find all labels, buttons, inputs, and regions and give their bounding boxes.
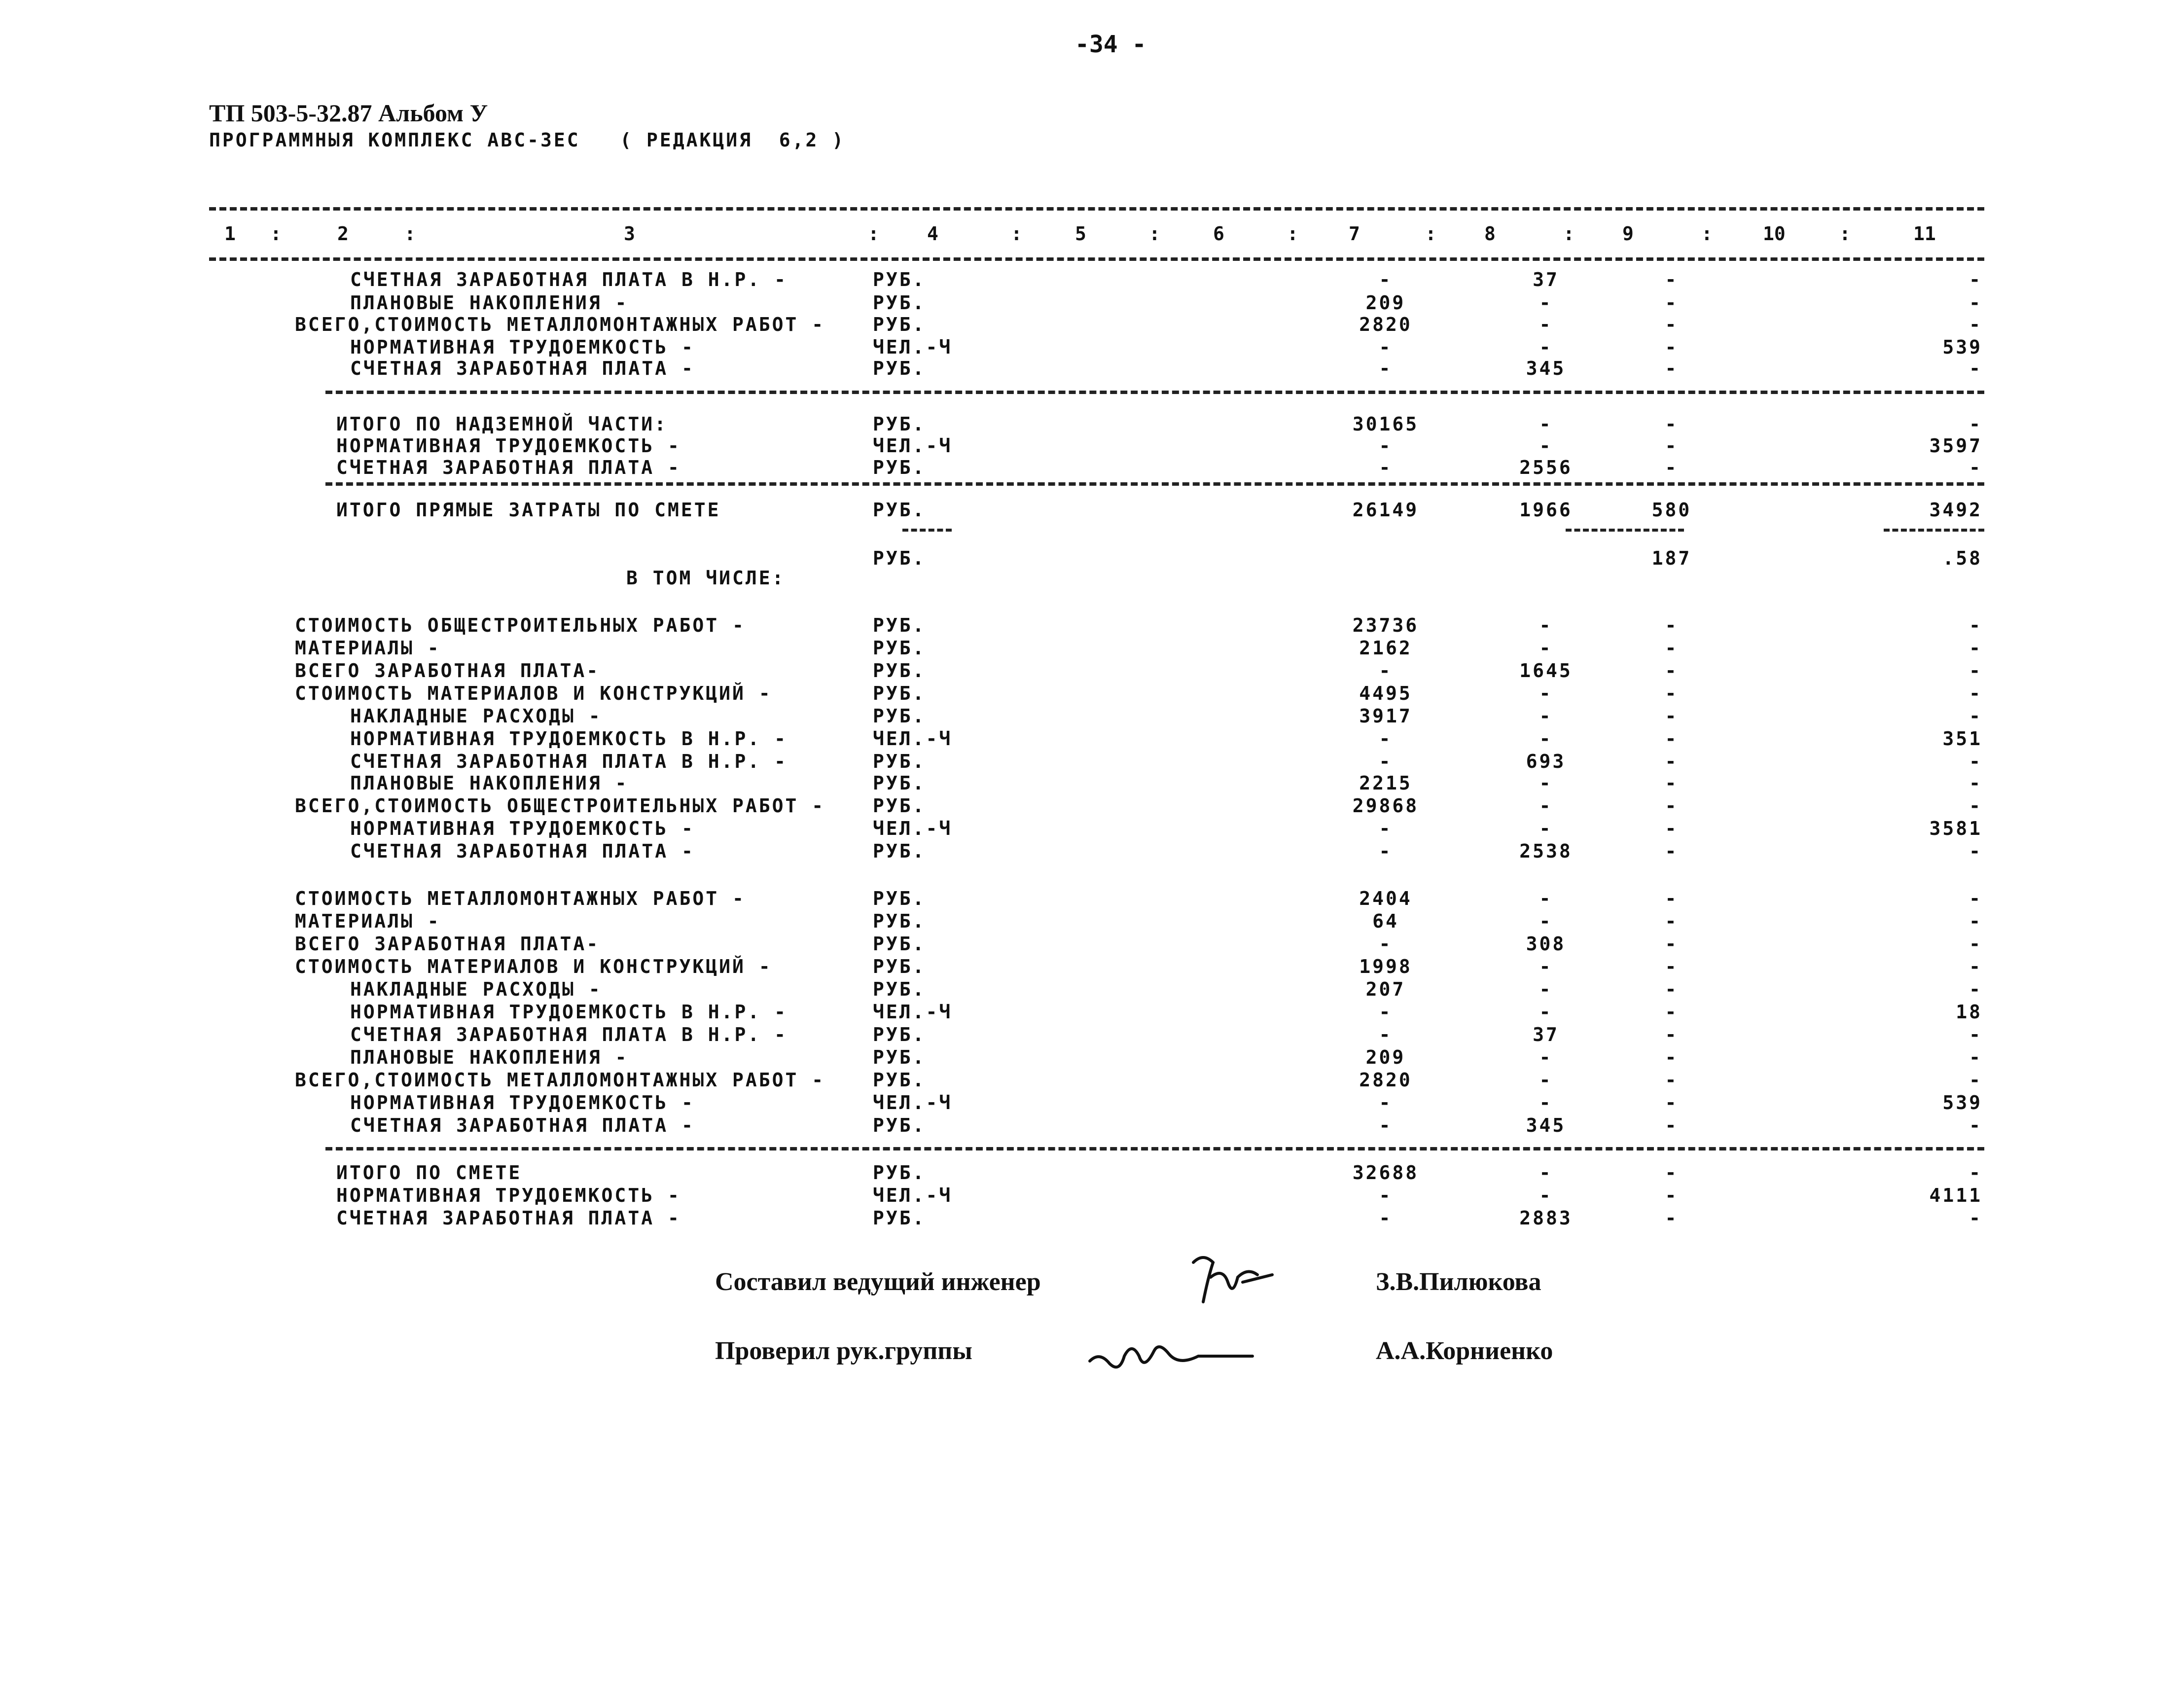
cell-col-11: - xyxy=(1969,978,1982,1000)
cell-col-9: - xyxy=(1665,358,1679,379)
cell-col-9: - xyxy=(1665,1024,1679,1045)
table-row xyxy=(0,1207,2184,1229)
header-column-9: 9 xyxy=(1622,223,1634,245)
separator-rule xyxy=(1566,529,1684,532)
cell-col-9: - xyxy=(1665,336,1679,358)
row-unit: РУБ. xyxy=(873,413,926,435)
table-row xyxy=(0,1092,2184,1114)
separator-rule xyxy=(325,391,1984,394)
cell-col-11: - xyxy=(1969,457,1982,478)
cell-col-9: - xyxy=(1665,1046,1679,1068)
row-unit: РУБ. xyxy=(873,547,926,569)
row-label: ИТОГО ПРЯМЫЕ ЗАТРАТЫ ПО СМЕТЕ xyxy=(336,499,721,521)
header-separator: : xyxy=(868,223,879,245)
header-separator: : xyxy=(1563,223,1575,245)
cell-col-11: - xyxy=(1969,795,1982,817)
cell-col-7: 30165 xyxy=(1352,413,1419,435)
cell-col-9: - xyxy=(1665,772,1679,794)
cell-col-8: - xyxy=(1539,1092,1553,1114)
cell-col-9: - xyxy=(1665,751,1679,772)
table-row xyxy=(0,435,2184,457)
cell-col-8: 2538 xyxy=(1519,840,1573,862)
cell-col-7: - xyxy=(1379,269,1393,290)
row-label: ПЛАНОВЫЕ НАКОПЛЕНИЯ - xyxy=(350,1046,629,1068)
cell-col-11: - xyxy=(1969,683,1982,704)
cell-col-8: 693 xyxy=(1526,751,1566,772)
row-label: НАКЛАДНЫЕ РАСХОДЫ - xyxy=(350,705,602,727)
cell-col-9: - xyxy=(1665,269,1679,290)
cell-col-11: - xyxy=(1969,1024,1982,1045)
cell-col-8: 308 xyxy=(1526,933,1566,955)
cell-col-9: - xyxy=(1665,1207,1679,1229)
cell-col-8: - xyxy=(1539,336,1553,358)
table-row xyxy=(0,457,2184,478)
cell-col-7: 26149 xyxy=(1352,499,1419,521)
cell-col-7: 209 xyxy=(1365,292,1406,314)
table-row xyxy=(0,292,2184,314)
checked-by-name: А.А.Корниенко xyxy=(1376,1337,1553,1365)
cell-col-9: - xyxy=(1665,1185,1679,1206)
cell-col-8: - xyxy=(1539,818,1553,839)
cell-col-11: - xyxy=(1969,314,1982,335)
row-unit: РУБ. xyxy=(873,933,926,955)
table-row xyxy=(0,728,2184,750)
cell-col-7: 1998 xyxy=(1359,956,1412,977)
cell-col-9: - xyxy=(1665,292,1679,314)
cell-col-7: - xyxy=(1379,1092,1393,1114)
cell-col-11: - xyxy=(1969,910,1982,932)
row-label: НОРМАТИВНАЯ ТРУДОЕМКОСТЬ - xyxy=(350,1092,695,1114)
row-unit: РУБ. xyxy=(873,614,926,636)
cell-col-8: - xyxy=(1539,637,1553,659)
cell-col-7: - xyxy=(1379,840,1393,862)
table-row xyxy=(0,1114,2184,1136)
header-column-7: 7 xyxy=(1349,223,1360,245)
table-row xyxy=(0,413,2184,435)
header-column-2: 2 xyxy=(337,223,349,245)
table-row xyxy=(0,614,2184,636)
table-row xyxy=(0,567,2184,589)
header-column-4: 4 xyxy=(927,223,938,245)
row-unit: РУБ. xyxy=(873,910,926,932)
table-row xyxy=(0,637,2184,659)
checked-signature xyxy=(1085,1327,1262,1381)
cell-col-9: - xyxy=(1665,637,1679,659)
cell-col-9: - xyxy=(1665,683,1679,704)
row-label: ВСЕГО ЗАРАБОТНАЯ ПЛАТА- xyxy=(295,660,600,682)
table-row xyxy=(0,795,2184,817)
cell-col-11: - xyxy=(1969,705,1982,727)
cell-col-9: - xyxy=(1665,888,1679,909)
cell-col-9: 580 xyxy=(1651,499,1692,521)
table-row xyxy=(0,660,2184,682)
cell-col-7: - xyxy=(1379,358,1393,379)
cell-col-11: .58 xyxy=(1942,547,1982,569)
row-label: ВСЕГО ЗАРАБОТНАЯ ПЛАТА- xyxy=(295,933,600,955)
cell-col-9: - xyxy=(1665,1092,1679,1114)
row-unit: ЧЕЛ.-Ч xyxy=(873,1185,953,1206)
table-row xyxy=(0,1162,2184,1184)
cell-col-8: - xyxy=(1539,1001,1553,1023)
cell-col-11: - xyxy=(1969,1207,1982,1229)
row-unit: РУБ. xyxy=(873,772,926,794)
cell-col-7: - xyxy=(1379,933,1393,955)
cell-col-8: 1966 xyxy=(1519,499,1573,521)
cell-col-7: 32688 xyxy=(1352,1162,1419,1184)
row-unit: РУБ. xyxy=(873,358,926,379)
table-header-rule xyxy=(209,257,1984,261)
cell-col-8: - xyxy=(1539,614,1553,636)
cell-col-9: - xyxy=(1665,1162,1679,1184)
cell-col-11: - xyxy=(1969,840,1982,862)
table-row xyxy=(0,1001,2184,1023)
row-unit: РУБ. xyxy=(873,956,926,977)
table-row xyxy=(0,705,2184,727)
table-row xyxy=(0,1024,2184,1045)
header-separator: : xyxy=(270,223,282,245)
table-row xyxy=(0,547,2184,569)
header-separator: : xyxy=(1287,223,1298,245)
row-label: ВСЕГО,СТОИМОСТЬ МЕТАЛЛОМОНТАЖНЫХ РАБОТ - xyxy=(295,314,825,335)
cell-col-7: - xyxy=(1379,457,1393,478)
cell-col-11: 4111 xyxy=(1929,1185,1982,1206)
header-column-3: 3 xyxy=(624,223,635,245)
cell-col-11: - xyxy=(1969,1114,1982,1136)
cell-col-7: 29868 xyxy=(1352,795,1419,817)
cell-col-8: - xyxy=(1539,728,1553,750)
row-unit: РУБ. xyxy=(873,637,926,659)
compiled-by-label: Составил ведущий инженер xyxy=(715,1268,1041,1296)
row-unit: РУБ. xyxy=(873,751,926,772)
row-label: СЧЕТНАЯ ЗАРАБОТНАЯ ПЛАТА - xyxy=(350,358,695,379)
program-header: ПРОГРАММНЫЯ КОМПЛЕКС АВС-3ЕС ( РЕДАКЦИЯ 6,2 ) xyxy=(209,129,846,151)
table-row xyxy=(0,978,2184,1000)
row-unit: ЧЕЛ.-Ч xyxy=(873,1001,953,1023)
cell-col-9: - xyxy=(1665,978,1679,1000)
row-label: СТОИМОСТЬ МАТЕРИАЛОВ И КОНСТРУКЦИЙ - xyxy=(295,683,772,704)
row-unit: ЧЕЛ.-Ч xyxy=(873,818,953,839)
cell-col-9: - xyxy=(1665,795,1679,817)
document-title: ТП 503-5-32.87 Альбом У xyxy=(209,99,488,127)
cell-col-7: - xyxy=(1379,1207,1393,1229)
cell-col-7: - xyxy=(1379,751,1393,772)
row-unit: РУБ. xyxy=(873,499,926,521)
cell-col-9: - xyxy=(1665,1001,1679,1023)
cell-col-7: - xyxy=(1379,336,1393,358)
cell-col-7: 4495 xyxy=(1359,683,1412,704)
cell-col-7: 2162 xyxy=(1359,637,1412,659)
row-unit: РУБ. xyxy=(873,1024,926,1045)
cell-col-8: - xyxy=(1539,956,1553,977)
separator-rule xyxy=(325,1147,1984,1150)
row-unit: РУБ. xyxy=(873,660,926,682)
cell-col-11: - xyxy=(1969,413,1982,435)
separator-rule xyxy=(325,482,1984,486)
header-separator: : xyxy=(1011,223,1022,245)
row-unit: РУБ. xyxy=(873,978,926,1000)
cell-col-9: - xyxy=(1665,840,1679,862)
row-unit: РУБ. xyxy=(873,1069,926,1091)
page-number: -34 - xyxy=(1075,31,1146,58)
cell-col-8: 345 xyxy=(1526,1114,1566,1136)
header-separator: : xyxy=(404,223,416,245)
cell-col-7: 23736 xyxy=(1352,614,1419,636)
cell-col-8: - xyxy=(1539,795,1553,817)
cell-col-11: - xyxy=(1969,292,1982,314)
table-row xyxy=(0,1046,2184,1068)
row-label: СЧЕТНАЯ ЗАРАБОТНАЯ ПЛАТА В Н.Р. - xyxy=(350,1024,788,1045)
row-label: ПЛАНОВЫЕ НАКОПЛЕНИЯ - xyxy=(350,772,629,794)
table-row xyxy=(0,1069,2184,1091)
table-row xyxy=(0,840,2184,862)
cell-col-9: - xyxy=(1665,614,1679,636)
header-column-10: 10 xyxy=(1763,223,1786,245)
cell-col-8: - xyxy=(1539,772,1553,794)
cell-col-8: - xyxy=(1539,413,1553,435)
cell-col-9: - xyxy=(1665,660,1679,682)
cell-col-7: 209 xyxy=(1365,1046,1406,1068)
cell-col-7: 207 xyxy=(1365,978,1406,1000)
checked-by-label: Проверил рук.группы xyxy=(715,1337,972,1365)
table-row xyxy=(0,683,2184,704)
cell-col-7: - xyxy=(1379,728,1393,750)
row-unit: РУБ. xyxy=(873,795,926,817)
row-label: СЧЕТНАЯ ЗАРАБОТНАЯ ПЛАТА - xyxy=(336,1207,681,1229)
cell-col-7: - xyxy=(1379,1024,1393,1045)
cell-col-11: - xyxy=(1969,269,1982,290)
header-separator: : xyxy=(1425,223,1436,245)
cell-col-7: 2404 xyxy=(1359,888,1412,909)
row-unit: ЧЕЛ.-Ч xyxy=(873,336,953,358)
cell-col-11: - xyxy=(1969,614,1982,636)
cell-col-7: - xyxy=(1379,1185,1393,1206)
row-unit: РУБ. xyxy=(873,269,926,290)
cell-col-7: - xyxy=(1379,435,1393,457)
cell-col-7: 2820 xyxy=(1359,1069,1412,1091)
cell-col-7: - xyxy=(1379,660,1393,682)
cell-col-8: - xyxy=(1539,705,1553,727)
table-row xyxy=(0,499,2184,521)
table-row xyxy=(0,336,2184,358)
cell-col-8: 37 xyxy=(1533,1024,1559,1045)
header-separator: : xyxy=(1839,223,1851,245)
row-unit: РУБ. xyxy=(873,840,926,862)
cell-col-9: 187 xyxy=(1651,547,1692,569)
row-unit: ЧЕЛ.-Ч xyxy=(873,728,953,750)
row-label: НОРМАТИВНАЯ ТРУДОЕМКОСТЬ - xyxy=(350,336,695,358)
cell-col-11: - xyxy=(1969,637,1982,659)
cell-col-8: - xyxy=(1539,910,1553,932)
cell-col-7: 3917 xyxy=(1359,705,1412,727)
header-separator: : xyxy=(1149,223,1160,245)
cell-col-9: - xyxy=(1665,933,1679,955)
cell-col-9: - xyxy=(1665,956,1679,977)
table-row xyxy=(0,314,2184,335)
cell-col-11: 18 xyxy=(1956,1001,1982,1023)
cell-col-7: - xyxy=(1379,818,1393,839)
cell-col-8: - xyxy=(1539,888,1553,909)
row-label: СТОИМОСТЬ МАТЕРИАЛОВ И КОНСТРУКЦИЙ - xyxy=(295,956,772,977)
row-label: СЧЕТНАЯ ЗАРАБОТНАЯ ПЛАТА В Н.Р. - xyxy=(350,751,788,772)
cell-col-11: - xyxy=(1969,751,1982,772)
row-unit: РУБ. xyxy=(873,1114,926,1136)
row-label: ИТОГО ПО СМЕТЕ xyxy=(336,1162,522,1184)
separator-rule xyxy=(902,529,952,532)
cell-col-8: - xyxy=(1539,978,1553,1000)
cell-col-11: - xyxy=(1969,1046,1982,1068)
row-label: ВСЕГО,СТОИМОСТЬ ОБЩЕСТРОИТЕЛЬНЫХ РАБОТ - xyxy=(295,795,825,817)
row-unit: РУБ. xyxy=(873,888,926,909)
cell-col-9: - xyxy=(1665,910,1679,932)
cell-col-8: - xyxy=(1539,683,1553,704)
cell-col-7: - xyxy=(1379,1001,1393,1023)
cell-col-7: 2215 xyxy=(1359,772,1412,794)
row-unit: РУБ. xyxy=(873,705,926,727)
cell-col-8: 2883 xyxy=(1519,1207,1573,1229)
row-label: НОРМАТИВНАЯ ТРУДОЕМКОСТЬ - xyxy=(350,818,695,839)
table-row xyxy=(0,910,2184,932)
cell-col-11: - xyxy=(1969,358,1982,379)
row-label: ВСЕГО,СТОИМОСТЬ МЕТАЛЛОМОНТАЖНЫХ РАБОТ - xyxy=(295,1069,825,1091)
row-label: СЧЕТНАЯ ЗАРАБОТНАЯ ПЛАТА - xyxy=(350,840,695,862)
header-column-8: 8 xyxy=(1484,223,1496,245)
row-label: В ТОМ ЧИСЛЕ: xyxy=(626,567,786,589)
table-top-rule xyxy=(209,207,1984,211)
table-row xyxy=(0,956,2184,977)
cell-col-9: - xyxy=(1665,728,1679,750)
row-label: НОРМАТИВНАЯ ТРУДОЕМКОСТЬ В Н.Р. - xyxy=(350,1001,788,1023)
table-row xyxy=(0,772,2184,794)
cell-col-7: 64 xyxy=(1372,910,1399,932)
cell-col-11: 3597 xyxy=(1929,435,1982,457)
table-row xyxy=(0,818,2184,839)
row-unit: РУБ. xyxy=(873,292,926,314)
row-label: ПЛАНОВЫЕ НАКОПЛЕНИЯ - xyxy=(350,292,629,314)
row-unit: РУБ. xyxy=(873,1207,926,1229)
row-label: СТОИМОСТЬ ОБЩЕСТРОИТЕЛЬНЫХ РАБОТ - xyxy=(295,614,746,636)
cell-col-9: - xyxy=(1665,1114,1679,1136)
row-label: НАКЛАДНЫЕ РАСХОДЫ - xyxy=(350,978,602,1000)
cell-col-8: - xyxy=(1539,1185,1553,1206)
row-unit: РУБ. xyxy=(873,1046,926,1068)
cell-col-9: - xyxy=(1665,413,1679,435)
cell-col-9: - xyxy=(1665,435,1679,457)
header-column-1: 1 xyxy=(224,223,236,245)
cell-col-8: - xyxy=(1539,314,1553,335)
cell-col-9: - xyxy=(1665,457,1679,478)
cell-col-8: - xyxy=(1539,1046,1553,1068)
table-row xyxy=(0,358,2184,379)
row-label: МАТЕРИАЛЫ - xyxy=(295,637,441,659)
cell-col-11: - xyxy=(1969,1162,1982,1184)
row-unit: ЧЕЛ.-Ч xyxy=(873,1092,953,1114)
cell-col-11: - xyxy=(1969,888,1982,909)
header-column-11: 11 xyxy=(1913,223,1936,245)
row-label: ИТОГО ПО НАДЗЕМНОЙ ЧАСТИ: xyxy=(336,413,668,435)
header-separator: : xyxy=(1701,223,1713,245)
table-row xyxy=(0,888,2184,909)
compiled-by-name: З.В.Пилюкова xyxy=(1376,1268,1541,1296)
separator-rule xyxy=(1884,529,1984,532)
cell-col-11: - xyxy=(1969,933,1982,955)
cell-col-11: 3581 xyxy=(1929,818,1982,839)
compiled-signature xyxy=(1183,1248,1282,1312)
row-label: НОРМАТИВНАЯ ТРУДОЕМКОСТЬ В Н.Р. - xyxy=(350,728,788,750)
table-row xyxy=(0,751,2184,772)
row-label: СЧЕТНАЯ ЗАРАБОТНАЯ ПЛАТА - xyxy=(350,1114,695,1136)
cell-col-7: - xyxy=(1379,1114,1393,1136)
row-label: СЧЕТНАЯ ЗАРАБОТНАЯ ПЛАТА В Н.Р. - xyxy=(350,269,788,290)
cell-col-11: - xyxy=(1969,1069,1982,1091)
cell-col-9: - xyxy=(1665,1069,1679,1091)
header-column-6: 6 xyxy=(1213,223,1224,245)
cell-col-8: 37 xyxy=(1533,269,1559,290)
cell-col-11: - xyxy=(1969,956,1982,977)
row-label: НОРМАТИВНАЯ ТРУДОЕМКОСТЬ - xyxy=(336,1185,681,1206)
cell-col-11: - xyxy=(1969,660,1982,682)
cell-col-11: 351 xyxy=(1942,728,1982,750)
cell-col-11: - xyxy=(1969,772,1982,794)
cell-col-11: 539 xyxy=(1942,336,1982,358)
row-label: СТОИМОСТЬ МЕТАЛЛОМОНТАЖНЫХ РАБОТ - xyxy=(295,888,746,909)
row-unit: РУБ. xyxy=(873,683,926,704)
row-unit: РУБ. xyxy=(873,457,926,478)
cell-col-8: 345 xyxy=(1526,358,1566,379)
cell-col-8: - xyxy=(1539,435,1553,457)
row-unit: РУБ. xyxy=(873,314,926,335)
row-unit: РУБ. xyxy=(873,1162,926,1184)
cell-col-8: - xyxy=(1539,1069,1553,1091)
cell-col-11: 539 xyxy=(1942,1092,1982,1114)
table-row xyxy=(0,933,2184,955)
cell-col-7: 2820 xyxy=(1359,314,1412,335)
cell-col-9: - xyxy=(1665,314,1679,335)
cell-col-8: 2556 xyxy=(1519,457,1573,478)
header-column-5: 5 xyxy=(1075,223,1086,245)
cell-col-9: - xyxy=(1665,705,1679,727)
cell-col-8: - xyxy=(1539,1162,1553,1184)
row-unit: ЧЕЛ.-Ч xyxy=(873,435,953,457)
cell-col-8: - xyxy=(1539,292,1553,314)
table-row xyxy=(0,269,2184,290)
cell-col-11: 3492 xyxy=(1929,499,1982,521)
table-row xyxy=(0,1185,2184,1206)
row-label: НОРМАТИВНАЯ ТРУДОЕМКОСТЬ - xyxy=(336,435,681,457)
row-label: СЧЕТНАЯ ЗАРАБОТНАЯ ПЛАТА - xyxy=(336,457,681,478)
cell-col-9: - xyxy=(1665,818,1679,839)
cell-col-8: 1645 xyxy=(1519,660,1573,682)
row-label: МАТЕРИАЛЫ - xyxy=(295,910,441,932)
